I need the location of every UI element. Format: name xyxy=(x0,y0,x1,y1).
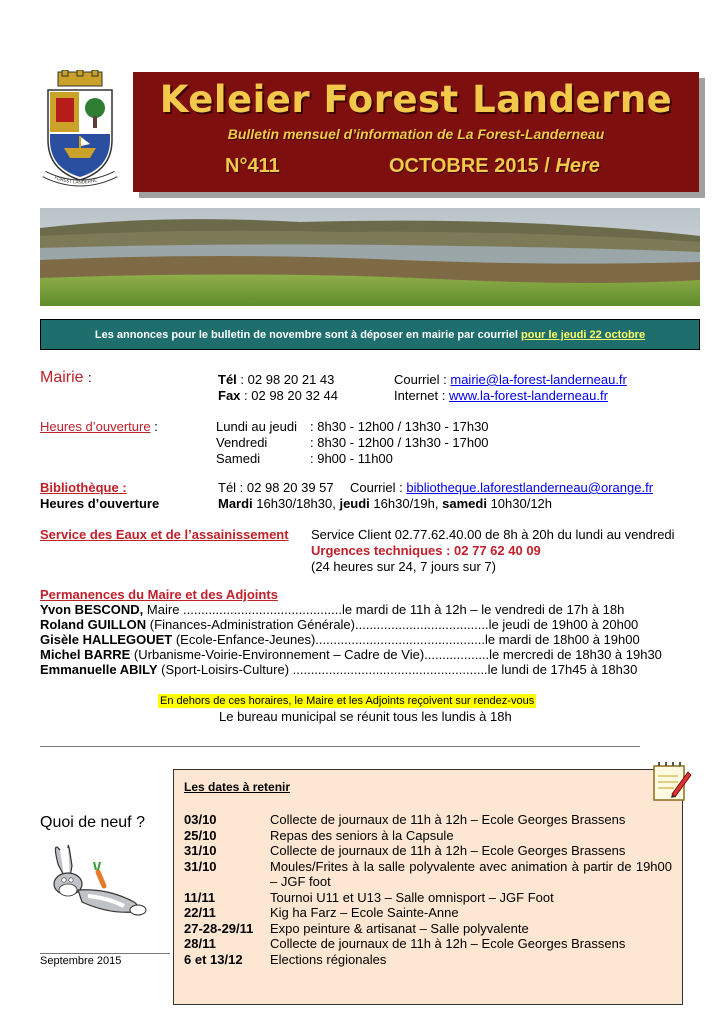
library-hours-label: Heures d’ouverture xyxy=(40,496,160,511)
key-dates-title: Les dates à retenir xyxy=(184,780,291,794)
coat-of-arms-logo xyxy=(38,70,122,188)
crest-ribbon-text: FOREST LANDERNE xyxy=(53,174,98,185)
permanence-row: Gisèle HALLEGOUET (Ecole-Enfance-Jeunes)...............................................le mardi de 18h00 à 19h00 xyxy=(40,632,640,647)
masthead-banner xyxy=(133,72,699,192)
mairie-email-link[interactable]: mairie@la-forest-landerneau.fr xyxy=(450,372,627,387)
newsletter-title: Keleier Forest Landerne xyxy=(159,78,673,121)
landscape-photo xyxy=(40,208,700,306)
footer-date: Septembre 2015 xyxy=(40,955,122,967)
library-hours: Mardi 16h30/18h30, jeudi 16h30/19h, samedi 10h30/12h xyxy=(218,496,553,511)
library-email-row: Courriel : bibliotheque.laforestlanderneau@orange.fr xyxy=(350,480,654,495)
footer-divider xyxy=(40,953,170,954)
rabbit-illustration xyxy=(38,842,148,922)
mairie-web-row: Internet : www.la-forest-landerneau.fr xyxy=(394,388,608,403)
notepad-icon xyxy=(650,760,692,804)
municipal-office-note: Le bureau municipal se réunit tous les lundis à 18h xyxy=(219,709,512,724)
water-emergency-note: (24 heures sur 24, 7 jours sur 7) xyxy=(311,559,496,574)
notice-deadline: pour le jeudi 22 octobre xyxy=(521,329,646,341)
issue-month: OCTOBRE 2015 / Here xyxy=(389,155,600,177)
mairie-fax: Fax : 02 98 20 32 44 xyxy=(218,388,339,403)
issue-number: N°411 xyxy=(225,155,280,177)
mairie-email-row: Courriel : mairie@la-forest-landerneau.fr xyxy=(394,372,627,387)
library-heading: Bibliothèque : xyxy=(40,480,127,495)
water-emergency: Urgences techniques : 02 77 62 40 09 xyxy=(311,543,541,558)
water-service-client: Service Client 02.77.62.40.00 de 8h à 20h du lundi au vendredi xyxy=(311,527,675,542)
hours-day-2: Vendredi xyxy=(216,435,268,450)
whats-new-heading: Quoi de neuf ? xyxy=(40,814,145,831)
water-service-heading: Service des Eaux et de l’assainissement xyxy=(40,527,289,542)
appointment-notice: En dehors de ces horaires, le Maire et les Adjoints reçoivent sur rendez-vous xyxy=(160,695,535,707)
hours-time-2: : 8h30 - 12h00 / 13h30 - 17h00 xyxy=(310,435,489,450)
library-tel: Tél : 02 98 20 39 57 xyxy=(218,480,334,495)
permanences-heading: Permanences du Maire et des Adjoints xyxy=(40,587,278,602)
library-email-link[interactable]: bibliotheque.laforestlanderneau@orange.fr xyxy=(406,480,654,495)
issue-month-breton: Here xyxy=(555,155,600,177)
hours-day-3: Samedi xyxy=(216,451,261,466)
mairie-heading: Mairie : xyxy=(40,369,92,386)
permanence-row: Yvon BESCOND, Maire ............................................le mardi de 11h à 12h – le vendredi de 17h à 18h xyxy=(40,602,625,617)
mairie-tel: Tél : 02 98 20 21 43 xyxy=(218,372,335,387)
permanence-row: Michel BARRE (Urbanisme-Voirie-Environnement – Cadre de Vie)..................le mercredi de 18h30 à 19h30 xyxy=(40,647,662,662)
submission-notice: Les annonces pour le bulletin de novembre sont à déposer en mairie par courriel pour le jeudi 22 octobre xyxy=(40,319,700,350)
divider xyxy=(40,746,640,747)
hours-heading: Heures d’ouverture : xyxy=(40,419,158,434)
hours-day-1: Lundi au jeudi xyxy=(216,419,297,434)
newsletter-subtitle: Bulletin mensuel d’information de La Forest-Landerneau xyxy=(227,126,605,142)
permanence-row: Roland GUILLON (Finances-Administration Générale).....................................le jeudi de 19h00 à 20h00 xyxy=(40,617,639,632)
key-dates-box: Les dates à retenir 03/10 Collecte de journaux de 11h à 12h – Ecole Georges Brassens 25/10 Repas des seniors à la Capsule 31/10 Collecte de journaux de 11h à 12h – Ecole Georges Brassens 31/10 Moules/Frites à la salle polyvalente avec animation à partir de 19h00 – JGF foot 11/11 Tournoi U11 et U13 – Salle omnisport – JGF Foot 22/11 Kig ha Farz – Ecole Sainte-Anne 27-28-29/11 Expo peinture & artisanat – Salle polyvalente 28/11 Collecte de journaux de 11h à 12h – Ecole Georges Brassens 6 et 13/12 Elections régionales xyxy=(173,769,683,1005)
permanence-row: Emmanuelle ABILY (Sport-Loisirs-Culture) ......................................................le lundi de 17h45 à 18h30 xyxy=(40,662,638,677)
mairie-website-link[interactable]: www.la-forest-landerneau.fr xyxy=(448,388,608,403)
hours-time-1: : 8h30 - 12h00 / 13h30 - 17h30 xyxy=(310,419,489,434)
hours-time-3: : 9h00 - 11h00 xyxy=(310,451,393,466)
